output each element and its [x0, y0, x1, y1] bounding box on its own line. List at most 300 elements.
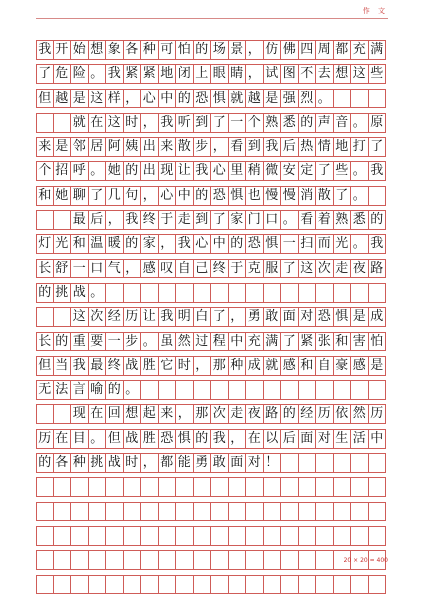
grid-cell: 样: [106, 90, 124, 108]
grid-cell: [141, 284, 159, 302]
grid-cell: 些: [334, 162, 352, 180]
grid-cell: [36, 211, 54, 229]
grid-cell: 光: [334, 235, 352, 253]
grid-cell: 后: [281, 138, 299, 156]
grid-cell: 自: [176, 260, 194, 278]
grid-cell: 和: [71, 235, 89, 253]
grid-cell: 过: [194, 333, 212, 351]
grid-cell: 各: [54, 454, 72, 472]
grid-cell: [89, 551, 107, 569]
grid-cell: 想: [124, 405, 142, 423]
grid-cell: ，: [246, 65, 264, 83]
grid-cell: 但: [106, 430, 124, 448]
grid-cell: 但: [36, 90, 54, 108]
grid-cell: [246, 527, 264, 545]
grid-cell: 惧: [334, 308, 352, 326]
grid-cell: 音: [334, 114, 352, 132]
grid-cell: 然: [176, 333, 194, 351]
grid-cell: [71, 478, 89, 496]
grid-cell: [351, 503, 369, 521]
grid-cell: 克: [246, 260, 264, 278]
grid-cell: 后: [89, 211, 107, 229]
grid-cell: 是: [351, 308, 369, 326]
grid-cell: [299, 478, 317, 496]
grid-cell: 了: [89, 187, 107, 205]
grid-cell: [36, 503, 54, 521]
grid-cell: 是: [54, 138, 72, 156]
grid-cell: 经: [106, 308, 124, 326]
grid-cell: [369, 503, 387, 521]
grid-cell: [36, 478, 54, 496]
grid-cell: [141, 381, 159, 399]
grid-cell: 于: [229, 260, 247, 278]
grid-cell: 。: [89, 430, 107, 448]
grid-cell: 来: [159, 405, 177, 423]
grid-cell: 当: [54, 357, 72, 375]
grid-size-label: 20 × 20 = 400: [343, 557, 388, 564]
grid-cell: 一: [281, 235, 299, 253]
grid-cell: 我: [124, 211, 142, 229]
grid-cell: [71, 551, 89, 569]
grid-row: [36, 186, 386, 206]
grid-cell: ，: [194, 357, 212, 375]
grid-cell: 的: [124, 162, 142, 180]
grid-cell: 的: [124, 235, 142, 253]
grid-cell: 种: [141, 41, 159, 59]
grid-cell: [316, 551, 334, 569]
grid-cell: [141, 478, 159, 496]
grid-cell: [141, 503, 159, 521]
grid-cell: [211, 551, 229, 569]
grid-cell: 散: [176, 138, 194, 156]
grid-cell: [159, 478, 177, 496]
header-rule: [36, 18, 388, 19]
grid-cell: 胜: [141, 430, 159, 448]
grid-cell: 这: [71, 308, 89, 326]
grid-cell: 越: [54, 90, 72, 108]
grid-cell: 自: [316, 357, 334, 375]
grid-cell: 。: [351, 235, 369, 253]
grid-cell: 的: [176, 90, 194, 108]
grid-cell: 喻: [89, 381, 107, 399]
grid-cell: 对: [246, 454, 264, 472]
grid-cell: 战: [71, 284, 89, 302]
grid-cell: 也: [246, 187, 264, 205]
grid-cell: 恐: [159, 430, 177, 448]
grid-row: [36, 453, 386, 473]
grid-cell: [264, 503, 282, 521]
grid-cell: 夜: [351, 260, 369, 278]
grid-cell: 程: [211, 333, 229, 351]
grid-cell: 就: [264, 357, 282, 375]
grid-cell: 我: [176, 235, 194, 253]
grid-cell: [159, 284, 177, 302]
grid-cell: 出: [141, 162, 159, 180]
grid-cell: 就: [229, 90, 247, 108]
grid-cell: [54, 114, 72, 132]
grid-cell: 走: [176, 211, 194, 229]
grid-cell: [211, 527, 229, 545]
grid-cell: 种: [71, 454, 89, 472]
grid-cell: 中: [369, 430, 387, 448]
grid-cell: 中: [229, 333, 247, 351]
grid-cell: 去: [316, 65, 334, 83]
grid-cell: 让: [141, 308, 159, 326]
grid-cell: 恐: [194, 90, 212, 108]
grid-cell: 是: [369, 357, 387, 375]
grid-cell: [176, 503, 194, 521]
grid-cell: [299, 381, 317, 399]
grid-cell: 依: [334, 405, 352, 423]
grid-cell: 各: [124, 41, 142, 59]
grid-cell: [159, 503, 177, 521]
grid-cell: [194, 576, 212, 594]
grid-cell: 次: [211, 405, 229, 423]
grid-cell: [124, 551, 142, 569]
grid-cell: 要: [89, 333, 107, 351]
grid-cell: ，: [124, 260, 142, 278]
grid-cell: [281, 284, 299, 302]
grid-cell: 了: [316, 162, 334, 180]
grid-cell: 听: [176, 114, 194, 132]
grid-cell: [281, 503, 299, 521]
grid-cell: [71, 527, 89, 545]
grid-cell: 那: [194, 405, 212, 423]
grid-cell: 目: [71, 430, 89, 448]
grid-cell: [299, 284, 317, 302]
grid-cell: 挑: [54, 284, 72, 302]
grid-cell: [71, 503, 89, 521]
grid-row: [36, 64, 386, 84]
grid-cell: 夜: [246, 405, 264, 423]
grid-cell: 在: [89, 114, 107, 132]
grid-cell: [351, 90, 369, 108]
grid-cell: 终: [141, 211, 159, 229]
grid-row: [36, 259, 386, 279]
grid-cell: 句: [124, 187, 142, 205]
grid-cell: 暖: [106, 235, 124, 253]
grid-cell: [36, 551, 54, 569]
grid-cell: [211, 576, 229, 594]
grid-cell: 时: [176, 357, 194, 375]
grid-cell: [369, 527, 387, 545]
grid-cell: 感: [141, 260, 159, 278]
grid-cell: 长: [36, 333, 54, 351]
grid-cell: [316, 527, 334, 545]
grid-cell: 是: [264, 90, 282, 108]
grid-cell: 。: [89, 65, 107, 83]
grid-cell: [369, 187, 387, 205]
grid-cell: 招: [54, 162, 72, 180]
grid-cell: [194, 381, 212, 399]
grid-cell: 我: [264, 138, 282, 156]
grid-cell: 四: [299, 41, 317, 59]
grid-cell: 温: [89, 235, 107, 253]
grid-cell: 熟: [264, 114, 282, 132]
grid-cell: 紧: [299, 333, 317, 351]
grid-cell: [106, 576, 124, 594]
grid-row: [36, 575, 386, 595]
grid-cell: 图: [281, 65, 299, 83]
grid-cell: 路: [264, 405, 282, 423]
grid-cell: 活: [351, 430, 369, 448]
grid-cell: 和: [299, 357, 317, 375]
grid-cell: 的: [281, 405, 299, 423]
grid-cell: 来: [159, 138, 177, 156]
grid-cell: 次: [89, 308, 107, 326]
grid-cell: 在: [246, 430, 264, 448]
grid-cell: 服: [264, 260, 282, 278]
grid-cell: [229, 551, 247, 569]
grid-row: [36, 89, 386, 109]
grid-cell: [316, 454, 334, 472]
grid-cell: 口: [89, 260, 107, 278]
grid-cell: 无: [36, 381, 54, 399]
grid-cell: 邻: [71, 138, 89, 156]
grid-cell: 居: [89, 138, 107, 156]
grid-cell: 的: [106, 381, 124, 399]
grid-cell: 可: [159, 41, 177, 59]
grid-cell: [211, 478, 229, 496]
grid-cell: 中: [176, 187, 194, 205]
grid-cell: 打: [351, 138, 369, 156]
grid-cell: 历: [124, 308, 142, 326]
grid-cell: 长: [36, 260, 54, 278]
grid-cell: 了: [334, 187, 352, 205]
grid-cell: [264, 551, 282, 569]
grid-cell: 场: [211, 41, 229, 59]
grid-cell: 到: [194, 211, 212, 229]
grid-row: [36, 210, 386, 230]
grid-cell: 惧: [211, 90, 229, 108]
grid-cell: 的: [194, 187, 212, 205]
grid-cell: [316, 284, 334, 302]
grid-cell: [264, 381, 282, 399]
grid-cell: 。: [89, 284, 107, 302]
grid-cell: [54, 576, 72, 594]
grid-cell: 我: [106, 65, 124, 83]
grid-cell: 我: [71, 357, 89, 375]
grid-cell: 了: [36, 65, 54, 83]
grid-cell: [281, 576, 299, 594]
grid-cell: ，: [229, 308, 247, 326]
grid-cell: 定: [299, 162, 317, 180]
grid-cell: 走: [229, 405, 247, 423]
grid-cell: [316, 576, 334, 594]
grid-cell: 历: [369, 405, 387, 423]
grid-cell: [211, 381, 229, 399]
grid-cell: 佛: [281, 41, 299, 59]
grid-cell: 上: [194, 65, 212, 83]
grid-cell: [176, 576, 194, 594]
grid-cell: 。: [89, 162, 107, 180]
grid-cell: [176, 478, 194, 496]
grid-cell: 开: [54, 41, 72, 59]
grid-cell: 挑: [89, 454, 107, 472]
grid-cell: ，: [229, 430, 247, 448]
grid-cell: 走: [334, 260, 352, 278]
grid-cell: 了: [211, 211, 229, 229]
grid-cell: 这: [89, 90, 107, 108]
grid-cell: 都: [334, 41, 352, 59]
grid-cell: 胜: [141, 357, 159, 375]
grid-cell: 这: [351, 65, 369, 83]
grid-cell: [229, 478, 247, 496]
grid-cell: 声: [316, 114, 334, 132]
grid-cell: [229, 576, 247, 594]
grid-row: [36, 137, 386, 157]
grid-cell: ，: [246, 41, 264, 59]
grid-cell: 她: [106, 162, 124, 180]
grid-cell: 和: [334, 333, 352, 351]
grid-cell: 张: [316, 333, 334, 351]
grid-cell: 惧: [264, 235, 282, 253]
grid-cell: 现: [159, 162, 177, 180]
grid-cell: 恐: [211, 187, 229, 205]
grid-cell: 勇: [246, 308, 264, 326]
grid-cell: 历: [316, 405, 334, 423]
grid-cell: 中: [159, 90, 177, 108]
grid-cell: 心: [159, 187, 177, 205]
grid-cell: [351, 527, 369, 545]
grid-cell: ，: [124, 90, 142, 108]
grid-cell: [369, 454, 387, 472]
grid-cell: 后: [281, 430, 299, 448]
grid-cell: [36, 527, 54, 545]
grid-cell: [316, 381, 334, 399]
grid-cell: 最: [71, 211, 89, 229]
grid-cell: 眼: [211, 65, 229, 83]
grid-cell: 步: [194, 138, 212, 156]
grid-cell: [369, 90, 387, 108]
grid-cell: 她: [54, 187, 72, 205]
grid-cell: 一: [106, 333, 124, 351]
grid-cell: 悉: [281, 114, 299, 132]
grid-cell: 战: [106, 454, 124, 472]
grid-cell: [176, 527, 194, 545]
grid-cell: 恐: [246, 235, 264, 253]
grid-cell: 现: [71, 405, 89, 423]
grid-cell: 都: [159, 454, 177, 472]
grid-cell: 看: [299, 211, 317, 229]
grid-cell: 家: [229, 211, 247, 229]
grid-cell: 就: [71, 114, 89, 132]
grid-cell: 我: [369, 162, 387, 180]
grid-cell: [334, 576, 352, 594]
grid-cell: [54, 211, 72, 229]
grid-cell: [106, 478, 124, 496]
grid-cell: 。: [351, 187, 369, 205]
grid-cell: 周: [316, 41, 334, 59]
grid-cell: 扫: [299, 235, 317, 253]
grid-cell: 我: [194, 162, 212, 180]
grid-cell: [194, 551, 212, 569]
grid-cell: [124, 503, 142, 521]
grid-cell: 安: [281, 162, 299, 180]
grid-cell: 紧: [141, 65, 159, 83]
grid-cell: [246, 478, 264, 496]
grid-cell: 心: [211, 162, 229, 180]
grid-cell: [246, 503, 264, 521]
grid-cell: [334, 503, 352, 521]
grid-cell: [369, 478, 387, 496]
grid-cell: ，: [106, 211, 124, 229]
grid-cell: 的: [369, 211, 387, 229]
grid-cell: 对: [299, 308, 317, 326]
grid-cell: [229, 527, 247, 545]
grid-cell: 历: [36, 430, 54, 448]
grid-cell: 在: [89, 405, 107, 423]
grid-cell: 。: [141, 333, 159, 351]
grid-cell: [334, 527, 352, 545]
grid-cell: 我: [159, 308, 177, 326]
grid-cell: [176, 381, 194, 399]
grid-cell: [351, 454, 369, 472]
grid-cell: [124, 284, 142, 302]
grid-cell: 几: [106, 187, 124, 205]
grid-cell: [176, 284, 194, 302]
grid-cell: 家: [141, 235, 159, 253]
grid-cell: 然: [351, 405, 369, 423]
grid-cell: 最: [89, 357, 107, 375]
grid-cell: 恐: [316, 308, 334, 326]
grid-cell: [89, 527, 107, 545]
grid-row: [36, 477, 386, 497]
grid-cell: [281, 527, 299, 545]
grid-row: [36, 526, 386, 546]
grid-cell: 让: [176, 162, 194, 180]
grid-cell: 满: [369, 41, 387, 59]
grid-cell: 敢: [211, 454, 229, 472]
grid-cell: [281, 454, 299, 472]
grid-row: [36, 234, 386, 254]
grid-cell: 我: [159, 114, 177, 132]
grid-cell: [369, 381, 387, 399]
grid-cell: 在: [54, 430, 72, 448]
grid-cell: [281, 381, 299, 399]
grid-cell: 地: [334, 138, 352, 156]
grid-cell: 的: [194, 430, 212, 448]
grid-cell: 重: [71, 333, 89, 351]
grid-cell: 慢: [281, 187, 299, 205]
grid-cell: [316, 478, 334, 496]
grid-cell: 的: [299, 114, 317, 132]
grid-cell: [54, 405, 72, 423]
grid-cell: [351, 381, 369, 399]
grid-cell: ，: [159, 235, 177, 253]
grid-cell: [211, 284, 229, 302]
grid-cell: 危: [54, 65, 72, 83]
grid-cell: 的: [229, 235, 247, 253]
grid-cell: 强: [281, 90, 299, 108]
grid-cell: [334, 478, 352, 496]
grid-cell: [281, 551, 299, 569]
grid-cell: [334, 381, 352, 399]
grid-cell: [299, 551, 317, 569]
grid-cell: [36, 405, 54, 423]
grid-cell: 种: [229, 357, 247, 375]
grid-cell: 惧: [176, 430, 194, 448]
grid-cell: 和: [36, 187, 54, 205]
grid-cell: [36, 576, 54, 594]
grid-cell: 于: [159, 211, 177, 229]
grid-cell: [124, 478, 142, 496]
grid-row: [36, 161, 386, 181]
grid-cell: [54, 308, 72, 326]
grid-cell: 这: [299, 260, 317, 278]
grid-cell: [351, 478, 369, 496]
grid-cell: [159, 576, 177, 594]
